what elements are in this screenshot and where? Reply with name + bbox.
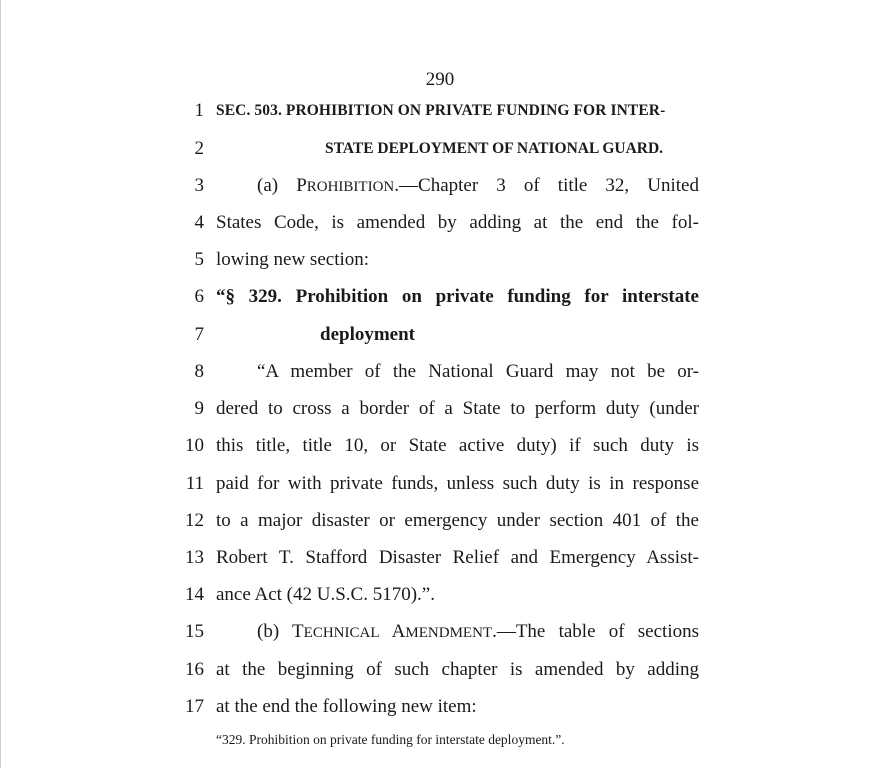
subsection-text: .—The table of sections [492, 621, 700, 642]
text-line [0, 136, 880, 162]
line-number: 15 [185, 621, 204, 642]
subsection-a-text [216, 173, 699, 200]
subsection-b-text [216, 619, 699, 646]
text-line [0, 582, 880, 608]
line-number: 6 [194, 286, 204, 307]
line-number: 2 [194, 138, 204, 159]
body-text: this title, title 10, or State active duty) if such duty is [216, 435, 699, 456]
body-text: States Code, is amended by adding at the end the fol- [216, 212, 699, 233]
small-caps-heading-initial: P [296, 175, 307, 196]
line-number: 14 [185, 584, 204, 605]
text-line [0, 545, 880, 571]
page-number: 290 [425, 69, 455, 90]
section-heading: SEC. 503. PROHIBITION ON PRIVATE FUNDING FOR INTER- [216, 102, 666, 119]
subsection-label: (b) [257, 621, 293, 642]
text-line [0, 284, 880, 310]
body-text: “A member of the National Guard may not be or- [257, 361, 699, 382]
subsection-label: (a) [257, 175, 297, 196]
body-text: Robert T. Stafford Disaster Relief and Emergency Assist- [216, 547, 699, 568]
body-text: at the end the following new item: [216, 696, 477, 717]
line-number: 17 [185, 696, 204, 717]
small-caps-heading-rest: ROHIBITION [306, 179, 395, 195]
new-section-heading-continued: deployment [320, 324, 415, 345]
line-number: 5 [194, 249, 204, 270]
line-number: 10 [185, 435, 204, 456]
body-text: paid for with private funds, unless such duty is in response [216, 473, 699, 494]
text-line [0, 247, 880, 273]
line-number: 11 [185, 473, 204, 494]
text-line [0, 359, 880, 385]
text-line [0, 471, 880, 497]
text-line [0, 694, 880, 720]
text-line [0, 210, 880, 236]
text-line [0, 396, 880, 422]
line-number: 1 [194, 100, 204, 121]
table-of-sections-item: “329. Prohibition on private funding for interstate deployment.”. [216, 732, 565, 747]
text-line [0, 657, 880, 683]
line-number: 3 [194, 175, 204, 196]
line-number: 8 [194, 361, 204, 382]
small-caps-heading-rest: MENDMENT [405, 625, 493, 641]
text-line [0, 322, 880, 348]
small-caps-heading-initial: T [292, 621, 304, 642]
line-number: 12 [185, 510, 204, 531]
small-caps-heading-rest: ECHNICAL [303, 625, 380, 641]
body-text: ance Act (42 U.S.C. 5170).”. [216, 584, 435, 605]
body-text: at the beginning of such chapter is amended by adding [216, 659, 699, 680]
text-line [0, 619, 880, 645]
line-number: 4 [194, 212, 204, 233]
text-line [0, 508, 880, 534]
text-line [0, 433, 880, 459]
line-number: 7 [194, 324, 204, 345]
text-line [0, 98, 880, 124]
section-heading-continued: STATE DEPLOYMENT OF NATIONAL GUARD. [325, 140, 664, 157]
subsection-text: .—Chapter 3 of title 32, United [394, 175, 699, 196]
body-text: dered to cross a border of a State to perform duty (under [216, 398, 699, 419]
body-text: lowing new section: [216, 249, 370, 270]
new-section-heading: “§ 329. Prohibition on private funding for interstate [216, 286, 699, 307]
small-caps-heading-initial: A [391, 621, 406, 642]
line-number: 9 [194, 398, 204, 419]
text-line [0, 173, 880, 199]
line-number: 16 [185, 659, 204, 680]
line-number: 13 [185, 547, 204, 568]
body-text: to a major disaster or emergency under section 401 of the [216, 510, 699, 531]
